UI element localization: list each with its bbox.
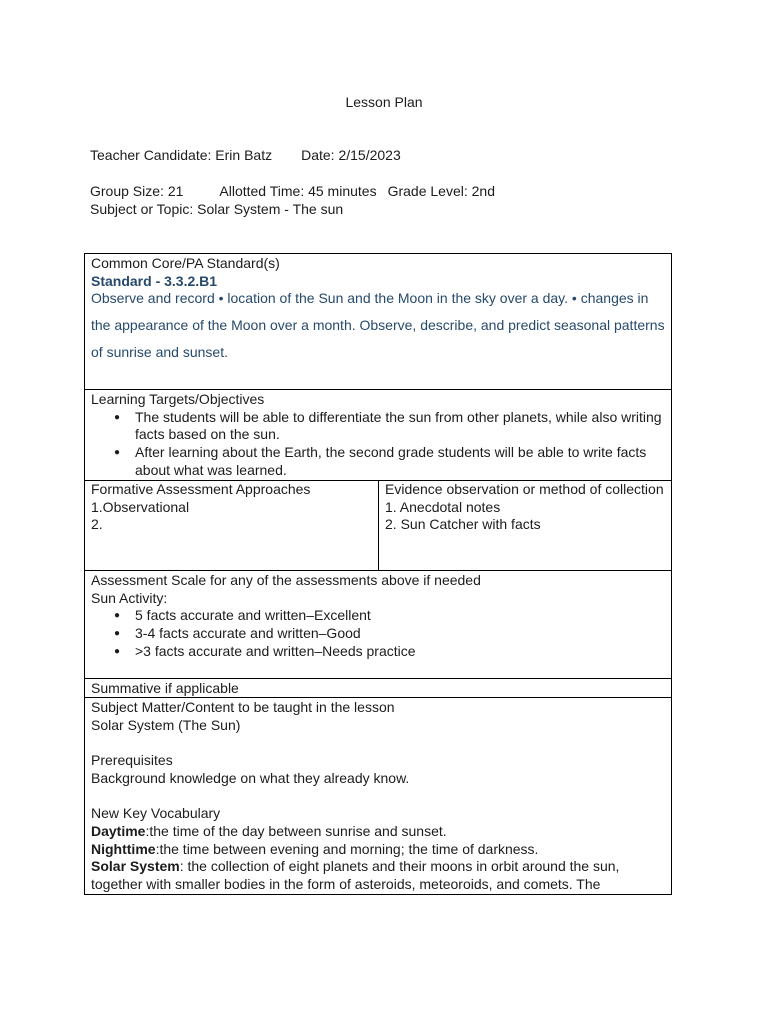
- lesson-plan-table: [84, 253, 672, 895]
- vocabulary-heading: New Key Vocabulary: [91, 805, 221, 822]
- teacher-candidate: Teacher Candidate: Erin Batz: [90, 147, 273, 163]
- assessment-scale-section: [85, 571, 671, 679]
- standards-section: [85, 254, 671, 390]
- vocab-term: Daytime: [91, 822, 146, 839]
- formative-heading: Formative Assessment Approaches: [91, 481, 311, 497]
- formative-row: [85, 481, 671, 571]
- subject-topic: Subject or Topic: Solar System - The sun: [90, 201, 344, 217]
- formative-item: 1.Observational: [91, 498, 190, 515]
- vocab-entry: [91, 841, 671, 859]
- grade-level: Grade Level: 2nd: [387, 183, 495, 199]
- subject-matter-content: Solar System (The Sun): [91, 716, 241, 733]
- group-size: Group Size: 21: [90, 183, 184, 199]
- vocab-entry: [91, 858, 671, 893]
- vocab-entry: [91, 823, 671, 841]
- objective-item: ● After learning about the Earth, the second grade students will be able to write facts about what was learned.: [114, 444, 671, 479]
- header-row-teacher: [90, 146, 401, 164]
- prerequisites-heading: Prerequisites: [91, 752, 173, 769]
- vocab-term: Nighttime: [91, 840, 156, 857]
- summative-heading: Summative if applicable: [91, 680, 239, 696]
- lesson-date: Date: 2/15/2023: [301, 147, 401, 163]
- scale-item: ● 5 facts accurate and written–Excellent: [114, 607, 671, 625]
- evidence-heading: Evidence observation or method of collection: [385, 481, 664, 497]
- assessment-scale-heading: Assessment Scale for any of the assessments above if needed: [91, 572, 481, 588]
- standards-heading: Common Core/PA Standard(s): [91, 255, 280, 271]
- subject-matter-section: [85, 698, 671, 894]
- page-title: Lesson Plan: [345, 94, 423, 110]
- evidence-item: 2. Sun Catcher with facts: [385, 516, 541, 533]
- objectives-heading: Learning Targets/Objectives: [91, 391, 265, 407]
- subject-matter-heading: Subject Matter/Content to be taught in the lesson: [91, 699, 395, 715]
- evidence-cell: [379, 481, 671, 570]
- standard-code: Standard - 3.3.2.B1: [91, 272, 218, 289]
- prerequisites-text: Background knowledge on what they already know.: [91, 769, 410, 786]
- vocab-definition: : the collection of eight planets and their moons in orbit around the sun, together with smaller bodies in the form of asteroids, meteoroids, and comets. The: [91, 858, 620, 892]
- evidence-item: 1. Anecdotal notes: [385, 498, 501, 515]
- scale-item: ● 3-4 facts accurate and written–Good: [114, 625, 671, 643]
- vocab-definition: :the time between evening and morning; the time of darkness.: [155, 840, 539, 857]
- formative-approaches-cell: [85, 481, 379, 570]
- standard-text: Observe and record • location of the Sun and the Moon in the sky over a day. • changes in the appearance of the Moon over a month. Observe, describe, and predict seasonal patterns of sunrise and sunset.: [91, 290, 665, 361]
- objectives-section: [85, 390, 671, 481]
- objective-item: ● The students will be able to differentiate the sun from other planets, while also writing facts based on the sun.: [114, 409, 671, 444]
- formative-item: 2.: [91, 516, 103, 533]
- summative-section: [85, 679, 671, 698]
- vocab-definition: :the time of the day between sunrise and sunset.: [145, 822, 447, 839]
- header-row-group: [90, 182, 495, 200]
- assessment-scale-sub: Sun Activity:: [91, 589, 168, 606]
- assessment-scale-list: [91, 607, 671, 660]
- vocab-term: Solar System: [91, 858, 180, 875]
- objectives-list: [91, 409, 671, 480]
- scale-item: ● >3 facts accurate and written–Needs practice: [114, 643, 671, 661]
- allotted-time: Allotted Time: 45 minutes: [219, 183, 377, 199]
